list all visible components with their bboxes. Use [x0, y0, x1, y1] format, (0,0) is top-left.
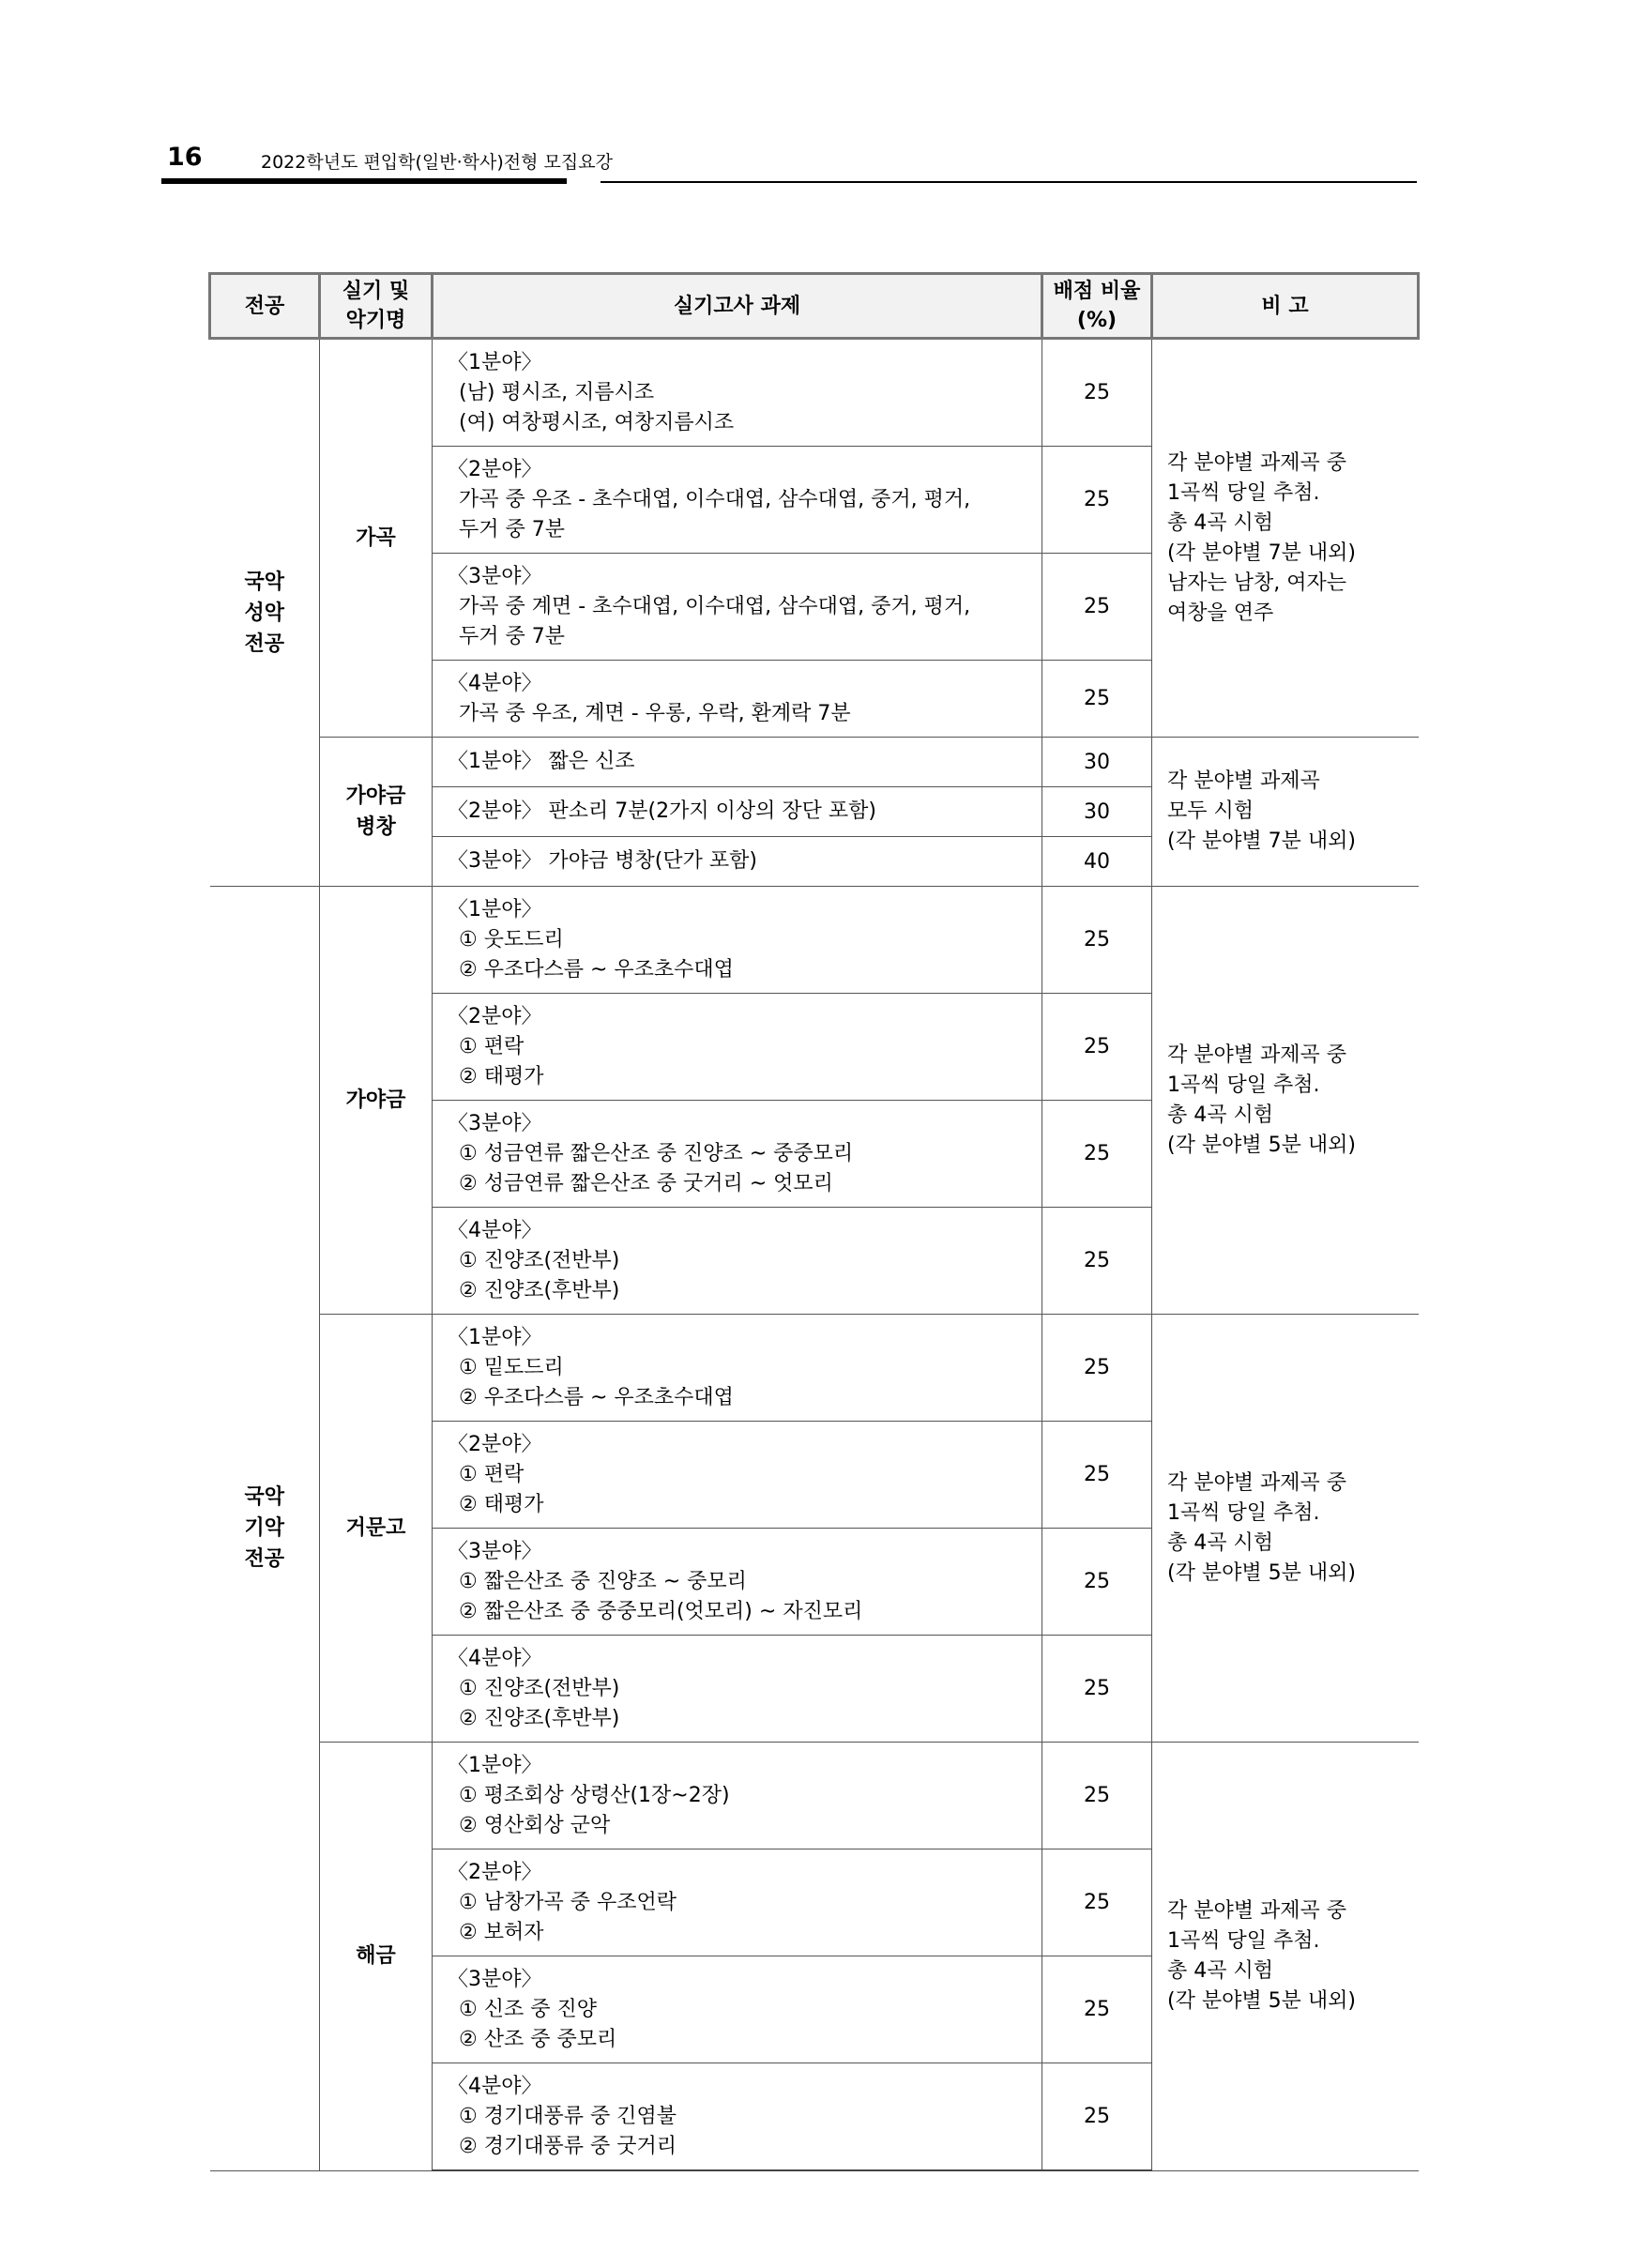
- task-line: 가곡 중 우조, 계면 - 우롱, 우락, 환계락 7분: [459, 701, 851, 725]
- task-line: 가곡 중 우조 - 초수대엽, 이수대엽, 삼수대엽, 중거, 평거,: [459, 487, 971, 511]
- task-line: ① 편락: [459, 1462, 525, 1486]
- task-line: 〈3분야〉: [448, 1539, 542, 1563]
- task-line: ① 평조회상 상령산(1장~2장): [459, 1783, 730, 1807]
- instrument-label: 해금: [356, 1944, 396, 1969]
- header-instrument: [320, 274, 433, 339]
- note-line: 1곡씩 당일 추첨.: [1167, 480, 1320, 505]
- task-cell: [433, 1956, 1042, 2063]
- task-cell: [433, 2063, 1042, 2171]
- header-rule-thin: [601, 181, 1417, 183]
- score-cell: 25: [1042, 447, 1152, 554]
- note-line: 모두 시험: [1167, 799, 1254, 823]
- task-cell: [433, 1849, 1042, 1956]
- task-line: ① 남창가곡 중 우조언락: [459, 1890, 677, 1914]
- task-line: 〈1분야〉: [448, 897, 542, 921]
- note-line: 여창을 연주: [1167, 601, 1274, 625]
- page-number: 16: [167, 143, 203, 172]
- task-cell: [433, 787, 1042, 837]
- task-line: ① 진양조(전반부): [459, 1676, 620, 1700]
- instrument-cell: [320, 738, 433, 887]
- task-line: ② 진양조(후반부): [459, 1706, 620, 1730]
- task-line: 〈2분야〉: [448, 457, 542, 481]
- score-cell: 25: [1042, 661, 1152, 738]
- score-cell: 25: [1042, 1422, 1152, 1529]
- task-line: ① 짧은산조 중 진양조 ~ 중모리: [459, 1569, 747, 1593]
- major-cell: [210, 339, 320, 887]
- note-line: 총 4곡 시험: [1167, 1103, 1273, 1127]
- note-line: (각 분야별 7분 내외): [1167, 540, 1356, 565]
- task-cell: [433, 1315, 1042, 1422]
- header-title: 2022학년도 편입학(일반·학사)전형 모집요강: [261, 152, 613, 173]
- exam-table: [208, 272, 1420, 2171]
- score-cell: 25: [1042, 554, 1152, 661]
- instrument-cell: [320, 887, 433, 1315]
- score-cell: 25: [1042, 994, 1152, 1101]
- task-line: ② 우조다스름 ~ 우조초수대엽: [459, 957, 734, 982]
- task-cell: [433, 1636, 1042, 1743]
- score-cell: 30: [1042, 738, 1152, 787]
- task-line: ① 경기대풍류 중 긴염불: [459, 2104, 677, 2128]
- task-line: 〈4분야〉: [448, 1646, 542, 1670]
- instrument-label: 가곡: [356, 526, 396, 550]
- task-cell: [433, 994, 1042, 1101]
- instrument-label: 거문고: [345, 1516, 406, 1540]
- note-line: (각 분야별 5분 내외): [1167, 1133, 1356, 1157]
- score-cell: 25: [1042, 2063, 1152, 2171]
- header-task: 실기고사 과제: [433, 274, 1042, 339]
- table-row: [210, 738, 1419, 787]
- major-label-line: 기악: [244, 1516, 284, 1541]
- table-row: [210, 1743, 1419, 1849]
- task-cell: [433, 887, 1042, 994]
- note-cell: [1152, 738, 1419, 887]
- task-line: 〈3분야〉: [448, 1111, 542, 1135]
- header-score-line2: (%): [1076, 309, 1118, 332]
- major-label-line: 전공: [244, 1547, 284, 1572]
- task-line: ② 영산회상 군악: [459, 1813, 611, 1837]
- major-label-line: 국악: [244, 1485, 284, 1510]
- note-cell: [1152, 1743, 1419, 2171]
- header-score: [1042, 274, 1152, 339]
- score-cell: 25: [1042, 887, 1152, 994]
- task-cell: [433, 339, 1042, 447]
- task-line: ① 편락: [459, 1034, 525, 1058]
- task-cell: [433, 1529, 1042, 1636]
- task-line: 〈2분야〉 판소리 7분(2가지 이상의 장단 포함): [448, 799, 876, 823]
- note-line: 총 4곡 시험: [1167, 510, 1273, 535]
- task-line: 〈4분야〉: [448, 1218, 542, 1242]
- score-cell: 25: [1042, 1956, 1152, 2063]
- instrument-cell: [320, 1315, 433, 1743]
- note-line: 각 분야별 과제곡 중: [1167, 1470, 1346, 1495]
- score-cell: 25: [1042, 1636, 1152, 1743]
- note-line: (각 분야별 5분 내외): [1167, 1988, 1356, 2013]
- task-line: ① 웃도드리: [459, 927, 564, 951]
- note-cell: [1152, 339, 1419, 738]
- task-cell: [433, 837, 1042, 887]
- header-score-line1: 배점 비율: [1053, 280, 1141, 303]
- task-cell: [433, 447, 1042, 554]
- note-line: 각 분야별 과제곡: [1167, 769, 1320, 793]
- note-line: 총 4곡 시험: [1167, 1530, 1273, 1555]
- score-cell: 25: [1042, 1208, 1152, 1315]
- note-line: 1곡씩 당일 추첨.: [1167, 1500, 1320, 1525]
- major-label-line: 전공: [244, 632, 284, 656]
- note-cell: [1152, 1315, 1419, 1743]
- table-row: [210, 887, 1419, 994]
- task-line: 두거 중 7분: [459, 517, 565, 541]
- instrument-label: 가야금: [345, 1088, 406, 1112]
- task-cell: [433, 1422, 1042, 1529]
- task-line: ② 진양조(후반부): [459, 1278, 620, 1302]
- task-line: ② 짧은산조 중 중중모리(엇모리) ~ 자진모리: [459, 1599, 863, 1623]
- task-line: 〈4분야〉: [448, 671, 542, 695]
- note-line: 각 분야별 과제곡 중: [1167, 450, 1346, 475]
- note-line: 1곡씩 당일 추첨.: [1167, 1928, 1320, 1953]
- major-label-line: 성악: [244, 601, 284, 625]
- score-cell: 25: [1042, 1743, 1152, 1849]
- task-line: 〈1분야〉 짧은 신조: [448, 750, 635, 773]
- instrument-cell: [320, 1743, 433, 2171]
- major-cell: [210, 887, 320, 2171]
- table-header-row: [210, 274, 1419, 339]
- score-cell: 40: [1042, 837, 1152, 887]
- task-line: ② 우조다스름 ~ 우조초수대엽: [459, 1385, 734, 1409]
- task-line: ② 경기대풍류 중 굿거리: [459, 2134, 677, 2158]
- header-instrument-line1: 실기 및: [342, 280, 410, 303]
- task-cell: [433, 1208, 1042, 1315]
- task-line: ① 진양조(전반부): [459, 1248, 620, 1272]
- note-cell: [1152, 887, 1419, 1315]
- header-major: 전공: [210, 274, 320, 339]
- task-line: (여) 여창평시조, 여창지름시조: [459, 410, 735, 434]
- task-cell: [433, 1743, 1042, 1849]
- task-line: ① 밑도드리: [459, 1355, 564, 1379]
- header-rule-thick: [161, 178, 567, 184]
- task-line: 〈1분야〉: [448, 350, 542, 374]
- header-note: 비 고: [1152, 274, 1419, 339]
- task-line: 〈3분야〉 가야금 병창(단가 포함): [448, 849, 757, 873]
- note-line: 각 분야별 과제곡 중: [1167, 1043, 1346, 1067]
- instrument-label-line: 가야금: [345, 784, 406, 808]
- task-line: ② 태평가: [459, 1064, 544, 1088]
- task-line: ① 성금연류 짧은산조 중 진양조 ~ 중중모리: [459, 1141, 854, 1165]
- score-cell: 30: [1042, 787, 1152, 837]
- task-line: 〈1분야〉: [448, 1325, 542, 1349]
- score-cell: 25: [1042, 1849, 1152, 1956]
- task-line: 두거 중 7분: [459, 624, 565, 648]
- task-line: 〈2분야〉: [448, 1860, 542, 1884]
- task-cell: [433, 738, 1042, 787]
- header-instrument-line2: 악기명: [345, 309, 406, 332]
- task-line: ② 산조 중 중모리: [459, 2027, 617, 2051]
- table-row: [210, 1315, 1419, 1422]
- task-line: 〈2분야〉: [448, 1432, 542, 1456]
- task-line: ② 성금연류 짧은산조 중 굿거리 ~ 엇모리: [459, 1171, 833, 1195]
- task-cell: [433, 1101, 1042, 1208]
- task-line: 〈2분야〉: [448, 1004, 542, 1028]
- score-cell: 25: [1042, 1529, 1152, 1636]
- task-line: 〈1분야〉: [448, 1753, 542, 1777]
- note-line: 총 4곡 시험: [1167, 1958, 1273, 1983]
- note-line: 남자는 남창, 여자는: [1167, 571, 1346, 595]
- note-line: (각 분야별 7분 내외): [1167, 830, 1356, 853]
- task-line: 〈4분야〉: [448, 2074, 542, 2098]
- instrument-label-line: 병창: [356, 815, 396, 839]
- score-cell: 25: [1042, 339, 1152, 447]
- note-line: 각 분야별 과제곡 중: [1167, 1898, 1346, 1923]
- table-row: [210, 339, 1419, 447]
- task-line: 〈3분야〉: [448, 564, 542, 588]
- task-cell: [433, 661, 1042, 738]
- task-line: ② 태평가: [459, 1492, 544, 1516]
- task-line: 가곡 중 계면 - 초수대엽, 이수대엽, 삼수대엽, 중거, 평거,: [459, 594, 971, 618]
- score-cell: 25: [1042, 1315, 1152, 1422]
- note-line: (각 분야별 5분 내외): [1167, 1560, 1356, 1585]
- instrument-cell: [320, 339, 433, 738]
- task-cell: [433, 554, 1042, 661]
- major-label-line: 국악: [244, 570, 284, 594]
- task-line: 〈3분야〉: [448, 1967, 542, 1991]
- note-line: 1곡씩 당일 추첨.: [1167, 1073, 1320, 1097]
- task-line: ① 신조 중 진양: [459, 1997, 597, 2021]
- task-line: (남) 평시조, 지름시조: [459, 380, 655, 404]
- task-line: ② 보허자: [459, 1920, 544, 1944]
- score-cell: 25: [1042, 1101, 1152, 1208]
